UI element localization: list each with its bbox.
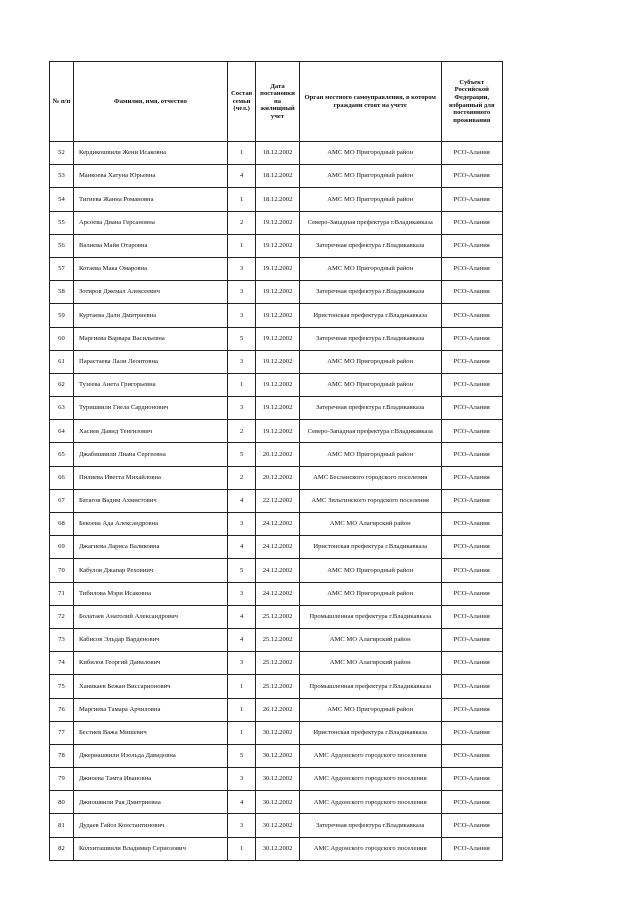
cell-region: РСО-Алания	[441, 397, 502, 420]
cell-region: РСО-Алания	[441, 327, 502, 350]
cell-number: 76	[50, 698, 74, 721]
cell-region: РСО-Алания	[441, 373, 502, 396]
cell-authority: Затеречная префектура г.Владикавказа	[299, 814, 441, 837]
cell-region: РСО-Алания	[441, 628, 502, 651]
cell-fullname: Болатаев Анатолий Александрович	[73, 605, 227, 628]
cell-region: РСО-Алания	[441, 814, 502, 837]
cell-number: 77	[50, 721, 74, 744]
cell-authority: АМС МО Пригородный район	[299, 350, 441, 373]
cell-number: 68	[50, 513, 74, 536]
cell-family-size: 1	[228, 698, 256, 721]
cell-region: РСО-Алания	[441, 582, 502, 605]
cell-number: 78	[50, 744, 74, 767]
cell-fullname: Тузеева Анета Григорьевна	[73, 373, 227, 396]
cell-number: 61	[50, 350, 74, 373]
cell-number: 55	[50, 211, 74, 234]
cell-authority: Затеречная префектура г.Владикавказа	[299, 234, 441, 257]
table-row	[50, 536, 503, 559]
cell-authority: Промышленная префектура г.Владикавказа	[299, 675, 441, 698]
cell-family-size: 1	[228, 142, 256, 165]
cell-authority: АМС МО Пригородный район	[299, 257, 441, 280]
cell-authority: Иристонская префектура г.Владикавказа	[299, 536, 441, 559]
cell-authority: Северо-Западная префектура г.Владикавказа	[299, 420, 441, 443]
cell-number: 66	[50, 466, 74, 489]
table-row	[50, 721, 503, 744]
header-row	[50, 62, 503, 142]
cell-family-size: 3	[228, 582, 256, 605]
cell-authority: АМС МО Пригородный район	[299, 582, 441, 605]
cell-region: РСО-Алания	[441, 605, 502, 628]
cell-fullname: Бекоева Ада Александровна	[73, 513, 227, 536]
cell-fullname: Тибилова Мэри Исаковна	[73, 582, 227, 605]
cell-region: РСО-Алания	[441, 768, 502, 791]
cell-fullname: Манкоева Хатуна Юрьевна	[73, 165, 227, 188]
cell-registration-date: 19.12.2002	[256, 373, 300, 396]
cell-authority: АМС МО Пригородный район	[299, 142, 441, 165]
cell-fullname: Джиоева Тамта Ивановна	[73, 768, 227, 791]
cell-fullname: Парастаева Лали Леонтовна	[73, 350, 227, 373]
cell-region: РСО-Алания	[441, 559, 502, 582]
cell-authority: АМС МО Пригородный район	[299, 698, 441, 721]
cell-family-size: 3	[228, 768, 256, 791]
cell-family-size: 1	[228, 188, 256, 211]
cell-registration-date: 20.12.2002	[256, 466, 300, 489]
cell-family-size: 4	[228, 489, 256, 512]
cell-authority: Иристонская префектура г.Владикавказа	[299, 304, 441, 327]
table-row	[50, 652, 503, 675]
cell-fullname: Батагов Вадим Ахмистович	[73, 489, 227, 512]
cell-region: РСО-Алания	[441, 188, 502, 211]
cell-family-size: 4	[228, 791, 256, 814]
cell-authority: Северо-Западная префектура г.Владикавказа	[299, 211, 441, 234]
table-row	[50, 142, 503, 165]
cell-authority: АМС Ардонского городского поселения	[299, 791, 441, 814]
cell-number: 81	[50, 814, 74, 837]
cell-fullname: Арсоева Диана Герсановна	[73, 211, 227, 234]
cell-number: 57	[50, 257, 74, 280]
cell-registration-date: 25.12.2002	[256, 675, 300, 698]
cell-region: РСО-Алания	[441, 675, 502, 698]
table-row	[50, 513, 503, 536]
cell-family-size: 3	[228, 281, 256, 304]
table-row	[50, 582, 503, 605]
cell-authority: Затеречная префектура г.Владикавказа	[299, 281, 441, 304]
cell-family-size: 1	[228, 721, 256, 744]
cell-authority: АМС МО Алагирский район	[299, 513, 441, 536]
table-row	[50, 559, 503, 582]
col-region-header: Субъект Российской Федерации, избранный для постоянного проживания	[441, 62, 502, 142]
cell-region: РСО-Алания	[441, 257, 502, 280]
cell-region: РСО-Алания	[441, 721, 502, 744]
cell-fullname: Кердикошвили Жени Исаковна	[73, 142, 227, 165]
cell-number: 58	[50, 281, 74, 304]
cell-registration-date: 19.12.2002	[256, 350, 300, 373]
cell-registration-date: 24.12.2002	[256, 559, 300, 582]
cell-number: 53	[50, 165, 74, 188]
cell-region: РСО-Алания	[441, 281, 502, 304]
cell-authority: АМС МО Алагирский район	[299, 652, 441, 675]
cell-registration-date: 19.12.2002	[256, 257, 300, 280]
cell-fullname: Джагиева Лариса Валиковна	[73, 536, 227, 559]
cell-number: 74	[50, 652, 74, 675]
table-row	[50, 304, 503, 327]
table-row	[50, 605, 503, 628]
cell-authority: АМС МО Пригородный район	[299, 443, 441, 466]
cell-fullname: Тигиева Жанна Романовна	[73, 188, 227, 211]
cell-family-size: 3	[228, 513, 256, 536]
cell-family-size: 3	[228, 304, 256, 327]
table-row	[50, 281, 503, 304]
cell-registration-date: 18.12.2002	[256, 142, 300, 165]
cell-registration-date: 30.12.2002	[256, 721, 300, 744]
table-row	[50, 466, 503, 489]
table-row	[50, 234, 503, 257]
cell-number: 62	[50, 373, 74, 396]
housing-registry-table	[49, 61, 503, 861]
cell-authority: АМС МО Пригородный район	[299, 373, 441, 396]
cell-fullname: Колхиташвили Владимир Сериозович	[73, 837, 227, 860]
cell-region: РСО-Алания	[441, 165, 502, 188]
cell-fullname: Куртаева Дали Дмитриевна	[73, 304, 227, 327]
cell-region: РСО-Алания	[441, 211, 502, 234]
table-row	[50, 489, 503, 512]
cell-authority: АМС Бесланского городского поселения	[299, 466, 441, 489]
cell-region: РСО-Алания	[441, 350, 502, 373]
cell-fullname: Маргиева Варвара Васильевна	[73, 327, 227, 350]
cell-registration-date: 22.12.2002	[256, 489, 300, 512]
table-body	[50, 142, 503, 861]
table-row	[50, 397, 503, 420]
cell-region: РСО-Алания	[441, 536, 502, 559]
cell-registration-date: 25.12.2002	[256, 652, 300, 675]
table-row	[50, 257, 503, 280]
cell-number: 73	[50, 628, 74, 651]
cell-authority: Иристонская префектура г.Владикавказа	[299, 721, 441, 744]
cell-authority: АМС Ардонского городского поселения	[299, 744, 441, 767]
cell-registration-date: 19.12.2002	[256, 327, 300, 350]
cell-number: 65	[50, 443, 74, 466]
cell-number: 72	[50, 605, 74, 628]
cell-registration-date: 30.12.2002	[256, 814, 300, 837]
cell-registration-date: 25.12.2002	[256, 605, 300, 628]
cell-region: РСО-Алания	[441, 652, 502, 675]
cell-family-size: 3	[228, 814, 256, 837]
cell-family-size: 4	[228, 628, 256, 651]
cell-fullname: Джабишвили Лиана Сергеевна	[73, 443, 227, 466]
cell-authority: АМС Ардонского городского поселения	[299, 837, 441, 860]
cell-family-size: 5	[228, 327, 256, 350]
cell-family-size: 5	[228, 744, 256, 767]
col-registration-date-header: Дата постановки на жилищный учет	[256, 62, 300, 142]
table-row	[50, 744, 503, 767]
cell-fullname: Кибилов Георгий Данилович	[73, 652, 227, 675]
cell-region: РСО-Алания	[441, 466, 502, 489]
cell-region: РСО-Алания	[441, 791, 502, 814]
cell-authority: Затеречная префектура г.Владикавказа	[299, 327, 441, 350]
col-number-header: № п/п	[50, 62, 74, 142]
cell-fullname: Бестиев Важа Мишевич	[73, 721, 227, 744]
cell-registration-date: 19.12.2002	[256, 304, 300, 327]
cell-registration-date: 30.12.2002	[256, 768, 300, 791]
cell-fullname: Кабулов Джапар Реховиич	[73, 559, 227, 582]
cell-family-size: 4	[228, 536, 256, 559]
cell-family-size: 3	[228, 257, 256, 280]
cell-registration-date: 30.12.2002	[256, 837, 300, 860]
cell-region: РСО-Алания	[441, 142, 502, 165]
cell-fullname: Хасиев Давид Тенгизович	[73, 420, 227, 443]
cell-number: 63	[50, 397, 74, 420]
cell-registration-date: 18.12.2002	[256, 165, 300, 188]
col-authority-header: Орган местного самоуправления, в котором граждани стоят на учете	[299, 62, 441, 142]
cell-fullname: Кабисов Эльдар Варденович	[73, 628, 227, 651]
cell-fullname: Джериашвили Изольда Давидовна	[73, 744, 227, 767]
cell-fullname: Валиева Майя Отаровна	[73, 234, 227, 257]
cell-family-size: 1	[228, 675, 256, 698]
cell-registration-date: 24.12.2002	[256, 582, 300, 605]
cell-number: 79	[50, 768, 74, 791]
cell-region: РСО-Алания	[441, 698, 502, 721]
table-row	[50, 350, 503, 373]
cell-fullname: Маргиева Тамара Арчиловна	[73, 698, 227, 721]
cell-authority: Промышленная префектура г.Владикавказа	[299, 605, 441, 628]
cell-authority: АМС Зильгинского городского поселения	[299, 489, 441, 512]
cell-region: РСО-Алания	[441, 420, 502, 443]
table-row	[50, 675, 503, 698]
cell-number: 67	[50, 489, 74, 512]
table-row	[50, 698, 503, 721]
cell-family-size: 2	[228, 466, 256, 489]
cell-registration-date: 19.12.2002	[256, 211, 300, 234]
cell-registration-date: 20.12.2002	[256, 443, 300, 466]
cell-region: РСО-Алания	[441, 443, 502, 466]
table-row	[50, 628, 503, 651]
cell-family-size: 1	[228, 234, 256, 257]
cell-authority: АМС Ардонского городского поселения	[299, 768, 441, 791]
cell-authority: АМС МО Пригородный район	[299, 165, 441, 188]
cell-number: 70	[50, 559, 74, 582]
table-row	[50, 420, 503, 443]
cell-family-size: 4	[228, 605, 256, 628]
cell-registration-date: 24.12.2002	[256, 536, 300, 559]
cell-number: 64	[50, 420, 74, 443]
cell-family-size: 1	[228, 837, 256, 860]
cell-fullname: Туришвили Гиела Сардионович	[73, 397, 227, 420]
table-row	[50, 814, 503, 837]
cell-registration-date: 26.12.2002	[256, 698, 300, 721]
cell-family-size: 3	[228, 652, 256, 675]
cell-registration-date: 25.12.2002	[256, 628, 300, 651]
cell-registration-date: 19.12.2002	[256, 234, 300, 257]
cell-region: РСО-Алания	[441, 513, 502, 536]
cell-registration-date: 18.12.2002	[256, 188, 300, 211]
cell-number: 80	[50, 791, 74, 814]
cell-region: РСО-Алания	[441, 744, 502, 767]
table-row	[50, 768, 503, 791]
table-row	[50, 165, 503, 188]
cell-registration-date: 30.12.2002	[256, 744, 300, 767]
table-row	[50, 327, 503, 350]
cell-family-size: 2	[228, 211, 256, 234]
cell-number: 56	[50, 234, 74, 257]
cell-registration-date: 19.12.2002	[256, 281, 300, 304]
cell-number: 59	[50, 304, 74, 327]
cell-registration-date: 30.12.2002	[256, 791, 300, 814]
cell-family-size: 5	[228, 559, 256, 582]
cell-authority: АМС МО Алагирский район	[299, 628, 441, 651]
cell-number: 52	[50, 142, 74, 165]
cell-registration-date: 24.12.2002	[256, 513, 300, 536]
cell-fullname: Пилиева Иветта Михайловна	[73, 466, 227, 489]
cell-number: 82	[50, 837, 74, 860]
cell-authority: Затеречная префектура г.Владикавказа	[299, 397, 441, 420]
table-row	[50, 188, 503, 211]
cell-authority: АМС МО Пригородный район	[299, 188, 441, 211]
cell-fullname: Джиошвили Рая Дмитриевна	[73, 791, 227, 814]
cell-family-size: 3	[228, 350, 256, 373]
col-fullname-header: Фамилия, имя, отчество	[73, 62, 227, 142]
table-row	[50, 837, 503, 860]
cell-number: 54	[50, 188, 74, 211]
cell-family-size: 1	[228, 373, 256, 396]
cell-family-size: 4	[228, 165, 256, 188]
cell-fullname: Дудаев Гайоз Константинович	[73, 814, 227, 837]
table-row	[50, 791, 503, 814]
cell-region: РСО-Алания	[441, 489, 502, 512]
cell-region: РСО-Алания	[441, 304, 502, 327]
cell-family-size: 3	[228, 397, 256, 420]
cell-region: РСО-Алания	[441, 837, 502, 860]
cell-region: РСО-Алания	[441, 234, 502, 257]
cell-fullname: Ханикаев Бежан Виссарионович	[73, 675, 227, 698]
cell-registration-date: 19.12.2002	[256, 420, 300, 443]
table-row	[50, 373, 503, 396]
cell-registration-date: 19.12.2002	[256, 397, 300, 420]
cell-authority: АМС МО Пригородный район	[299, 559, 441, 582]
cell-family-size: 2	[228, 420, 256, 443]
cell-number: 60	[50, 327, 74, 350]
table-row	[50, 443, 503, 466]
cell-number: 71	[50, 582, 74, 605]
table-row	[50, 211, 503, 234]
cell-number: 69	[50, 536, 74, 559]
cell-number: 75	[50, 675, 74, 698]
cell-fullname: Зотиров Джемал Алексеевич	[73, 281, 227, 304]
cell-family-size: 5	[228, 443, 256, 466]
col-family-size-header: Состав семьи (чел.)	[228, 62, 256, 142]
cell-fullname: Котаева Мака Омаровна	[73, 257, 227, 280]
